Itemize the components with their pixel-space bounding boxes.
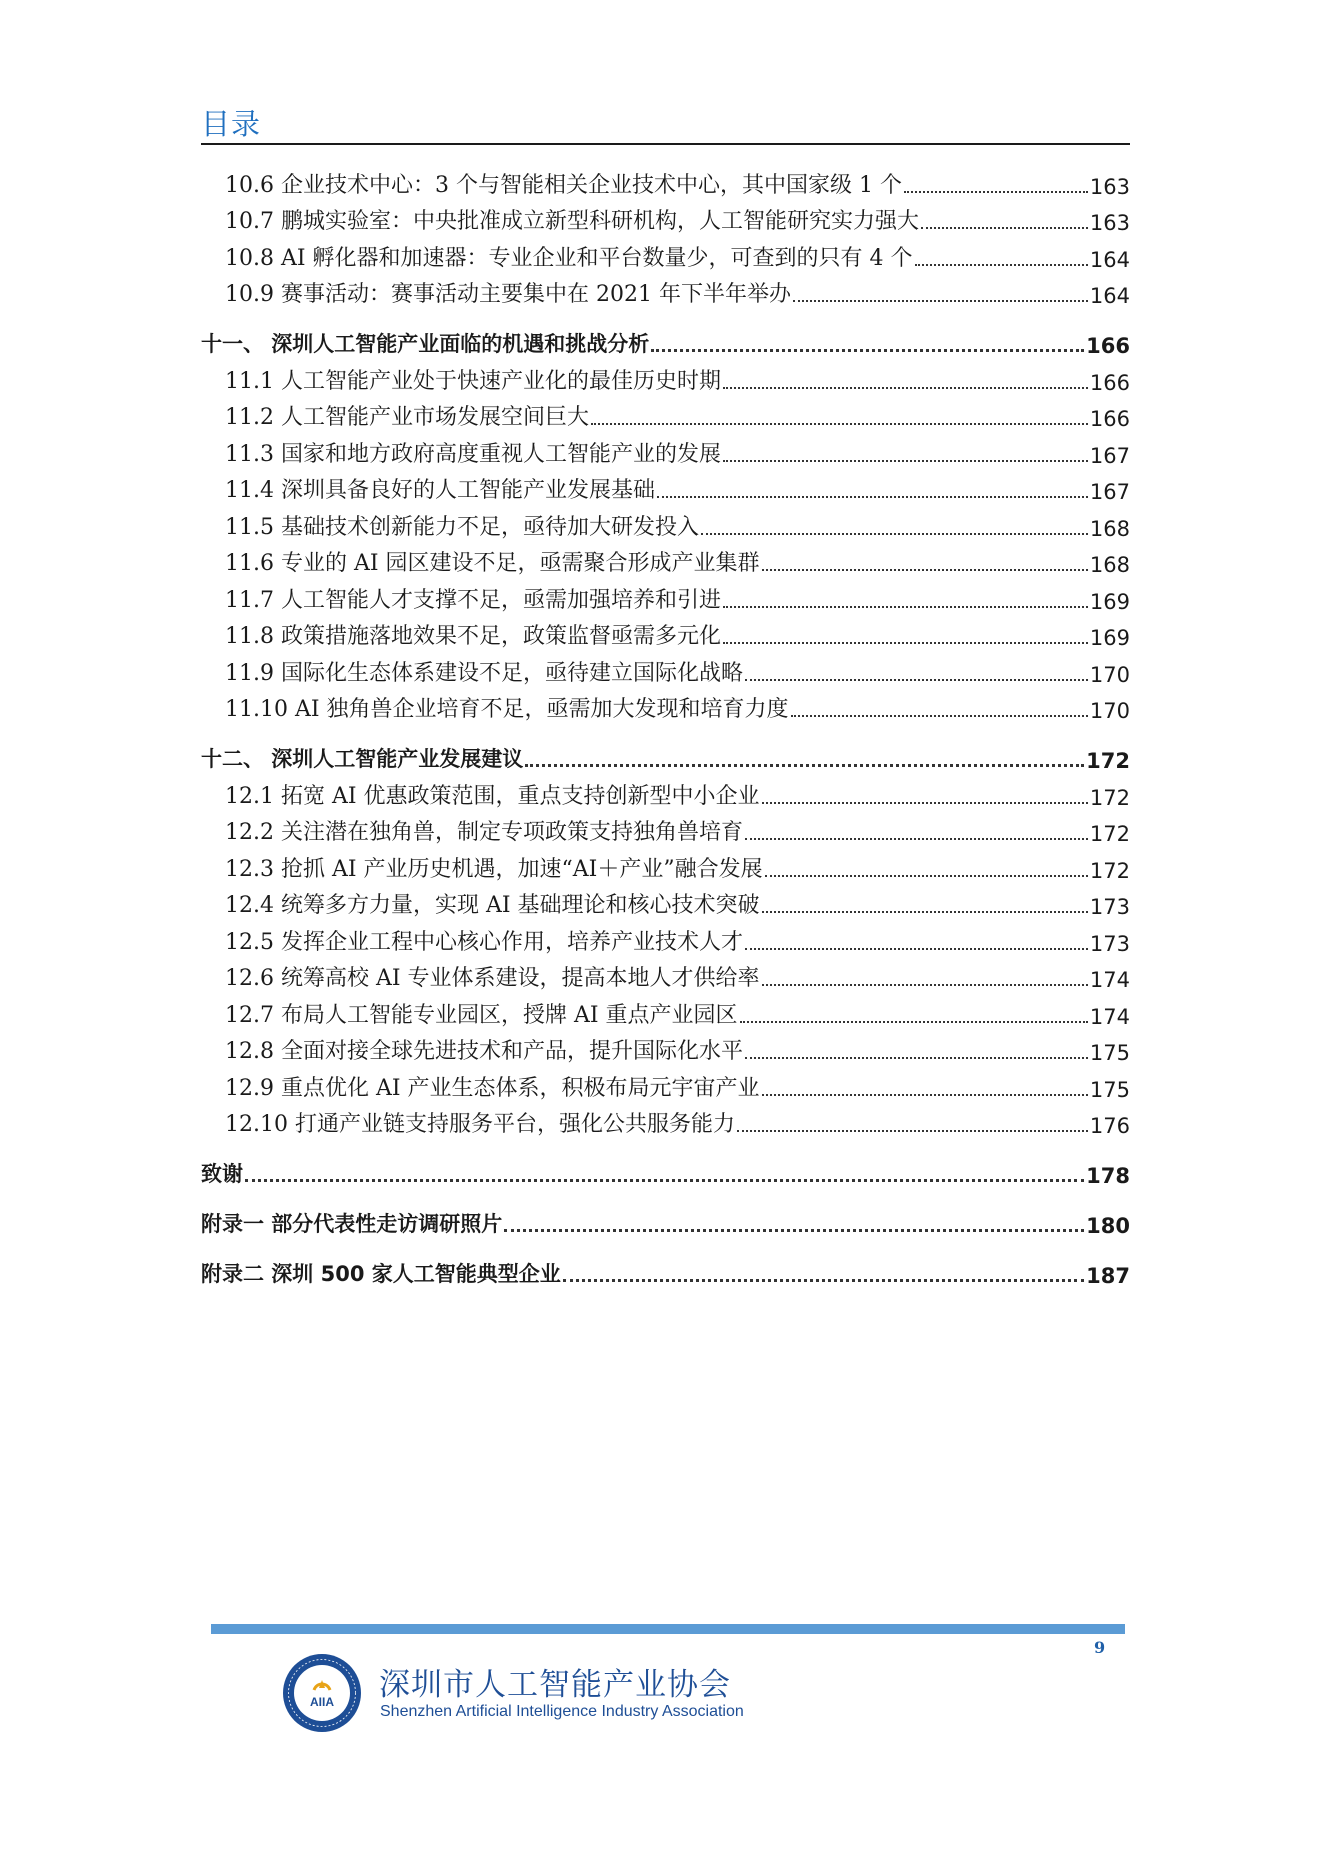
- dot-leader: [651, 349, 1084, 352]
- toc-entry-title: 11.9 国际化生态体系建设不足，亟待建立国际化战略: [225, 660, 743, 686]
- toc-entry-title: 11.1 人工智能产业处于快速产业化的最佳历史时期: [225, 368, 721, 394]
- dot-leader: [740, 1021, 1088, 1023]
- toc-chapter[interactable]: [201, 737, 1130, 773]
- organization-name-cn: 深圳市人工智能产业协会: [379, 1667, 731, 1703]
- toc-chapter[interactable]: [201, 1202, 1130, 1238]
- toc-entry-title: 11.4 深圳具备良好的人工智能产业发展基础: [225, 478, 655, 503]
- toc-entry[interactable]: [201, 468, 1130, 505]
- dot-leader: [762, 911, 1088, 913]
- table-of-contents: [201, 162, 1130, 1288]
- toc-entry-title: 11.5 基础技术创新能力不足，亟待加大研发投入: [225, 514, 699, 540]
- toc-entry-title: 12.3 抢抓 AI 产业历史机遇，加速“AI＋产业”融合发展: [225, 856, 763, 882]
- toc-entry[interactable]: [201, 504, 1130, 541]
- logo-text: AIIA: [310, 1695, 334, 1709]
- toc-entry-page: 170: [1089, 662, 1130, 687]
- toc-entry-title: 12.2 关注潜在独角兽，制定专项政策支持独角兽培育: [225, 820, 743, 845]
- toc-entry-title: 12.1 拓宽 AI 优惠政策范围，重点支持创新型中小企业: [225, 783, 760, 809]
- toc-chapter-page: 172: [1086, 749, 1130, 773]
- toc-chapter-page: 166: [1086, 334, 1130, 358]
- dot-leader: [793, 300, 1088, 302]
- toc-entry-page: 168: [1089, 516, 1130, 541]
- dot-leader: [765, 875, 1088, 877]
- toc-chapter[interactable]: [201, 1152, 1130, 1188]
- dot-leader: [245, 1179, 1084, 1182]
- dot-leader: [762, 569, 1088, 571]
- toc-chapter-title: 附录二 深圳 500 家人工智能典型企业: [201, 1262, 561, 1286]
- toc-entry-page: 167: [1089, 480, 1130, 504]
- toc-entry-page: 168: [1089, 553, 1130, 577]
- dot-leader: [745, 838, 1088, 840]
- toc-entry-page: 172: [1089, 822, 1130, 846]
- toc-entry[interactable]: [201, 431, 1130, 468]
- toc-entry-page: 170: [1089, 699, 1130, 723]
- toc-entry-page: 166: [1089, 407, 1130, 431]
- dot-leader: [737, 1130, 1088, 1132]
- dot-leader: [791, 715, 1088, 717]
- association-logo-icon: [281, 1652, 363, 1734]
- toc-entry-page: 169: [1089, 589, 1130, 614]
- toc-entry[interactable]: [201, 687, 1130, 724]
- toc-entry[interactable]: [201, 162, 1130, 199]
- toc-entry-page: 174: [1089, 1004, 1130, 1029]
- toc-entry-title: 10.9 赛事活动：赛事活动主要集中在 2021 年下半年举办: [225, 282, 791, 307]
- toc-entry-page: 173: [1089, 931, 1130, 956]
- toc-entry-title: 11.10 AI 独角兽企业培育不足，亟需加大发现和培育力度: [225, 697, 789, 722]
- dot-leader: [915, 264, 1088, 266]
- toc-chapter-page: 180: [1086, 1214, 1130, 1238]
- toc-entry-title: 11.2 人工智能产业市场发展空间巨大: [225, 405, 589, 430]
- toc-chapter[interactable]: [201, 322, 1130, 358]
- toc-entry-page: 163: [1089, 211, 1130, 235]
- toc-entry-title: 12.9 重点优化 AI 产业生态体系，积极布局元宇宙产业: [225, 1075, 760, 1101]
- toc-entry-title: 11.6 专业的 AI 园区建设不足，亟需聚合形成产业集群: [225, 551, 760, 576]
- title-divider: [201, 143, 1130, 145]
- toc-entry[interactable]: [201, 1029, 1130, 1066]
- toc-entry[interactable]: [201, 395, 1130, 432]
- toc-entry-title: 12.5 发挥企业工程中心核心作用，培养产业技术人才: [225, 929, 743, 955]
- toc-entry[interactable]: [201, 199, 1130, 236]
- organization-name-en: Shenzhen Artificial Intelligence Industry Association: [380, 1703, 744, 1720]
- dot-leader: [723, 606, 1088, 608]
- toc-entry-page: 163: [1089, 174, 1130, 199]
- toc-entry-page: 164: [1089, 284, 1130, 308]
- toc-entry-title: 11.8 政策措施落地效果不足，政策监督亟需多元化: [225, 624, 721, 649]
- toc-entry-title: 12.6 统筹高校 AI 专业体系建设，提高本地人才供给率: [225, 966, 760, 991]
- toc-entry-page: 176: [1089, 1114, 1130, 1138]
- toc-chapter-title: 十一、 深圳人工智能产业面临的机遇和挑战分析: [201, 332, 650, 356]
- dot-leader: [504, 1229, 1084, 1232]
- toc-chapter-page: 187: [1086, 1264, 1130, 1288]
- toc-entry-page: 175: [1089, 1041, 1130, 1065]
- toc-entry-page: 172: [1089, 785, 1130, 810]
- toc-entry[interactable]: [201, 358, 1130, 395]
- toc-entry[interactable]: [201, 650, 1130, 687]
- toc-entry[interactable]: [201, 846, 1130, 883]
- toc-entry-title: 11.3 国家和地方政府高度重视人工智能产业的发展: [225, 441, 721, 467]
- toc-entry-page: 175: [1089, 1077, 1130, 1102]
- toc-entry[interactable]: [201, 272, 1130, 309]
- toc-chapter-page: 178: [1086, 1164, 1130, 1188]
- toc-chapter-title: 十二、 深圳人工智能产业发展建议: [201, 747, 524, 771]
- toc-entry[interactable]: [201, 992, 1130, 1029]
- dot-leader: [701, 533, 1088, 535]
- dot-leader: [591, 423, 1088, 425]
- dot-leader: [921, 227, 1088, 229]
- toc-chapter-title: 致谢: [201, 1162, 243, 1186]
- toc-entry-title: 10.7 鹏城实验室：中央批准成立新型科研机构，人工智能研究实力强大: [225, 209, 919, 234]
- toc-entry-page: 173: [1089, 895, 1130, 919]
- dot-leader: [745, 1057, 1088, 1059]
- toc-entry[interactable]: [201, 541, 1130, 578]
- toc-entry-page: 172: [1089, 858, 1130, 883]
- footer-bar: [211, 1624, 1125, 1634]
- toc-entry-title: 12.8 全面对接全球先进技术和产品，提升国际化水平: [225, 1039, 743, 1064]
- dot-leader: [563, 1279, 1084, 1282]
- toc-entry-title: 12.10 打通产业链支持服务平台，强化公共服务能力: [225, 1112, 735, 1137]
- dot-leader: [745, 948, 1088, 950]
- toc-entry-title: 11.7 人工智能人才支撑不足，亟需加强培养和引进: [225, 587, 721, 613]
- dot-leader: [904, 191, 1088, 193]
- toc-entry[interactable]: [201, 810, 1130, 847]
- dot-leader: [762, 802, 1088, 804]
- toc-entry[interactable]: [201, 773, 1130, 810]
- dot-leader: [762, 1094, 1088, 1096]
- toc-entry-title: 12.4 统筹多方力量，实现 AI 基础理论和核心技术突破: [225, 893, 760, 918]
- toc-entry-title: 10.6 企业技术中心：3 个与智能相关企业技术中心，其中国家级 1 个: [225, 172, 902, 198]
- dot-leader: [525, 764, 1084, 767]
- page-number: 9: [1094, 1638, 1106, 1657]
- dot-leader: [657, 496, 1088, 498]
- toc-entry-title: 10.8 AI 孵化器和加速器：专业企业和平台数量少，可查到的只有 4 个: [225, 245, 913, 271]
- toc-entry[interactable]: [201, 577, 1130, 614]
- toc-entry[interactable]: [201, 956, 1130, 993]
- dot-leader: [745, 679, 1088, 681]
- dot-leader: [762, 984, 1088, 986]
- toc-entry-page: 167: [1089, 443, 1130, 468]
- toc-entry[interactable]: [201, 614, 1130, 651]
- toc-entry-title: 12.7 布局人工智能专业园区，授牌 AI 重点产业园区: [225, 1002, 738, 1028]
- page-title: 目录: [201, 107, 262, 141]
- toc-chapter[interactable]: [201, 1252, 1130, 1288]
- dot-leader: [723, 387, 1088, 389]
- toc-chapter-title: 附录一 部分代表性走访调研照片: [201, 1212, 503, 1236]
- dot-leader: [723, 460, 1088, 462]
- toc-entry-page: 164: [1089, 247, 1130, 272]
- toc-entry-page: 174: [1089, 968, 1130, 992]
- toc-entry[interactable]: [201, 1102, 1130, 1139]
- toc-entry[interactable]: [201, 235, 1130, 272]
- toc-entry[interactable]: [201, 919, 1130, 956]
- toc-entry-page: 169: [1089, 626, 1130, 650]
- dot-leader: [723, 642, 1088, 644]
- toc-entry[interactable]: [201, 883, 1130, 920]
- toc-entry[interactable]: [201, 1065, 1130, 1102]
- toc-entry-page: 166: [1089, 370, 1130, 395]
